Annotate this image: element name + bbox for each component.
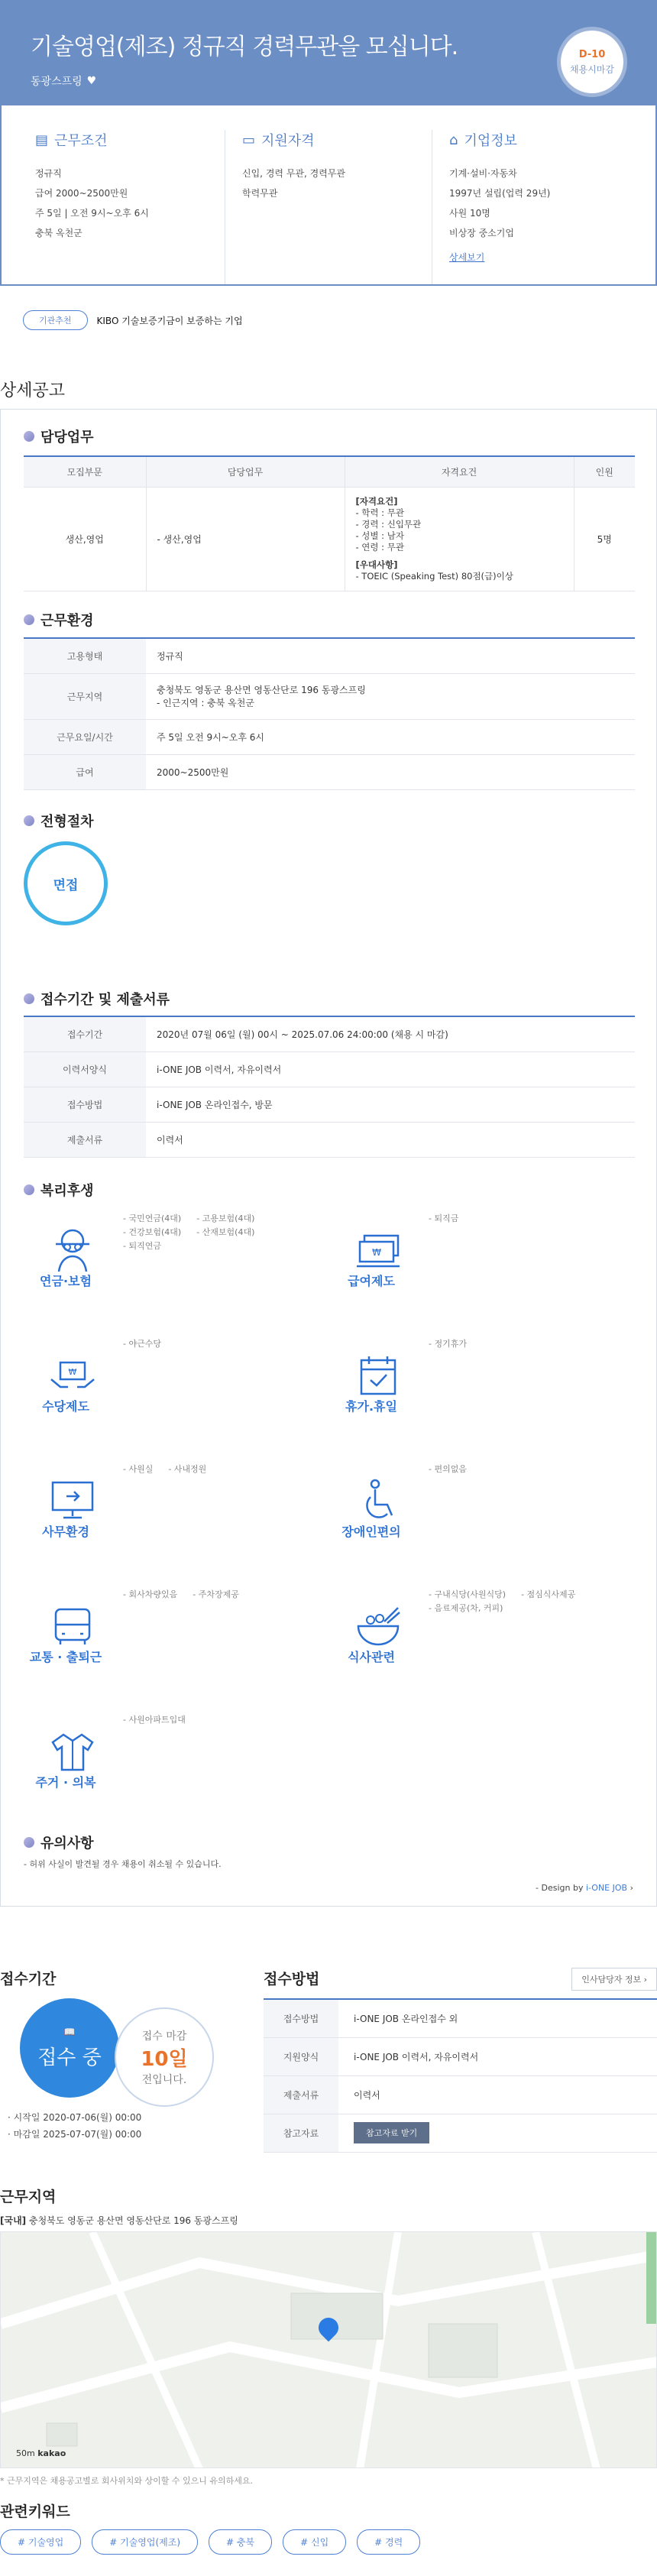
company-info — [432, 130, 639, 284]
heart-icon[interactable]: ♥ — [86, 75, 97, 87]
duty-requirements — [345, 487, 574, 591]
welfare-vacation — [329, 1337, 635, 1463]
welfare-title: 복리후생 — [40, 1183, 94, 1199]
keyword-tag[interactable]: # 기술영업 — [0, 2529, 81, 2555]
duty-heading — [24, 426, 94, 446]
table-row — [24, 487, 635, 591]
welfare-salary — [329, 1212, 635, 1337]
building-icon: ⌂ — [449, 131, 458, 148]
welfare-item: - 퇴직연금 — [123, 1241, 161, 1251]
corp-type: 비상장 중소기업 — [449, 228, 514, 238]
table-row — [24, 638, 635, 673]
method-key: 접수방법 — [264, 1999, 338, 2037]
col-header-task: 담당업무 — [146, 456, 345, 487]
process-step: 면접 — [24, 841, 108, 925]
col-header-field: 모집부문 — [24, 456, 146, 487]
req-item: - 경력 : 신입무관 — [355, 518, 422, 530]
map-scale — [16, 2448, 66, 2458]
book-icon: 📖 — [63, 2026, 76, 2037]
welfare-label: 교통 · 출퇴근 — [29, 1650, 102, 1664]
notice-text: - 허위 사실이 발견될 경우 채용이 취소될 수 있습니다. — [24, 1859, 222, 1869]
welfare-item: - 건강보험(4대) — [123, 1227, 182, 1237]
welfare-housing — [24, 1713, 329, 1839]
location-address — [0, 2214, 238, 2227]
welfare-allowance — [24, 1337, 329, 1463]
summary-box — [0, 105, 657, 286]
welfare-item: - 고용보험(4대) — [196, 1213, 255, 1223]
hero-header — [0, 0, 657, 105]
duty-table — [24, 455, 635, 591]
keywords-list — [0, 2529, 420, 2555]
docs-value: i-ONE JOB 온라인접수, 방문 — [146, 1087, 635, 1122]
company-info-title: 기업정보 — [464, 133, 517, 149]
env-heading — [24, 610, 94, 630]
welfare-accessibility — [329, 1463, 635, 1588]
welfare-grid — [24, 1212, 635, 1839]
id-card-icon: ▭ — [242, 131, 256, 148]
welfare-item: - 산재보험(4대) — [196, 1227, 255, 1237]
table-row — [264, 2037, 657, 2075]
pref-item: - TOEIC (Speaking Test) 80점(급)이상 — [355, 570, 513, 582]
docs-value: 2020년 07월 06일 (월) 00시 ~ 2025.07.06 24:00:00 (채용 시 마감) — [146, 1016, 635, 1051]
welfare-label: 사무환경 — [42, 1525, 89, 1539]
duty-title: 담당업무 — [40, 429, 94, 446]
env-value: 2000~2500만원 — [146, 754, 635, 789]
keyword-tag[interactable]: # 신입 — [283, 2529, 346, 2555]
env-value: 충청북도 영동군 용산면 영동산단로 196 동광스프링 — [157, 685, 366, 695]
keyword-tag[interactable]: # 기술영업(제조) — [92, 2529, 198, 2555]
document-icon: ▤ — [35, 131, 49, 148]
table-row — [24, 1051, 635, 1087]
table-row — [24, 1122, 635, 1157]
keywords-title: 관련키워드 — [0, 2503, 70, 2520]
welfare-list — [123, 1588, 239, 1602]
welfare-meal — [329, 1588, 635, 1713]
welfare-list — [123, 1337, 161, 1351]
kibo-row — [23, 309, 657, 332]
welfare-item: - 사원실 — [123, 1464, 154, 1474]
method-value: i-ONE JOB 이력서, 자유이력서 — [338, 2037, 657, 2075]
welfare-label: 급여제도 — [348, 1274, 395, 1288]
svg-text:₩: ₩ — [372, 1247, 381, 1258]
docs-heading — [24, 989, 170, 1009]
corp-founded: 1997년 설립(업력 29년) — [449, 188, 551, 199]
deadline-label: 접수 마감 — [141, 2030, 187, 2043]
welfare-item: - 구내식당(사원식당) — [429, 1589, 507, 1599]
req-item: - 성별 : 남자 — [355, 530, 404, 541]
docs-value: i-ONE JOB 이력서, 자유이력서 — [146, 1051, 635, 1087]
cond-hours: 주 5일 | 오전 9시~오후 6시 — [35, 208, 149, 219]
kibo-badge: 기관추천 — [23, 310, 88, 330]
qual-education: 학력무관 — [242, 188, 278, 199]
welfare-list — [123, 1713, 186, 1727]
welfare-transport — [24, 1588, 329, 1713]
req-item: - 연령 : 무관 — [355, 541, 404, 552]
process-heading — [24, 811, 94, 831]
location-map[interactable] — [0, 2231, 657, 2468]
method-title: 접수방법 — [264, 1971, 320, 1988]
welfare-list — [123, 1463, 206, 1476]
docs-key: 이력서양식 — [24, 1051, 146, 1087]
location-tag: [국내] — [0, 2215, 27, 2226]
docs-key: 접수기간 — [24, 1016, 146, 1051]
location-note: * 근무지역은 채용공고별로 회사위치와 상이할 수 있으니 유의하세요. — [0, 2476, 253, 2486]
method-key: 참고자료 — [264, 2114, 338, 2152]
notice-title: 유의사항 — [40, 1836, 94, 1852]
apply-status: 접수 중 — [37, 2046, 102, 2069]
duty-count: 5명 — [574, 487, 635, 591]
welfare-list — [123, 1212, 254, 1253]
welfare-item: - 정기휴가 — [429, 1339, 467, 1349]
env-value: 정규직 — [146, 638, 635, 673]
env-title: 근무환경 — [40, 613, 94, 629]
cond-salary: 급여 2000~2500만원 — [35, 188, 128, 199]
keyword-tag[interactable]: # 충북 — [209, 2529, 272, 2555]
pref-title: [우대사항] — [355, 559, 398, 570]
welfare-item: - 주차장제공 — [193, 1589, 239, 1599]
env-key: 고용형태 — [24, 638, 146, 673]
method-table — [264, 1998, 657, 2153]
welfare-item: - 점심식사제공 — [521, 1589, 576, 1599]
days-left-suffix: 전입니다. — [141, 2073, 187, 2086]
method-value: 이력서 — [338, 2075, 657, 2114]
hr-info-button[interactable]: 인사담당자 정보 › — [571, 1968, 657, 1991]
svg-text:₩: ₩ — [68, 1367, 77, 1377]
design-text: - Design by — [536, 1883, 586, 1893]
docs-title: 접수기간 및 제출서류 — [40, 992, 170, 1008]
company-name: 동광스프링 — [31, 76, 83, 88]
table-row — [24, 1087, 635, 1122]
cond-type: 정규직 — [35, 168, 62, 179]
col-header-count: 인원 — [574, 456, 635, 487]
method-key: 제출서류 — [264, 2075, 338, 2114]
welfare-item: - 회사차량있음 — [123, 1589, 178, 1599]
design-credit: - Design by i-ONE JOB › — [536, 1883, 633, 1893]
welfare-list — [429, 1463, 467, 1476]
days-left: 10일 — [141, 2047, 188, 2071]
docs-table — [24, 1016, 635, 1158]
env-value: 주 5일 오전 9시~오후 6시 — [146, 719, 635, 754]
kibo-text: KIBO 기술보증기금이 보증하는 기업 — [96, 315, 243, 326]
table-row — [24, 673, 635, 719]
corp-industry: 기계·설비·자동차 — [449, 168, 517, 179]
docs-key: 접수방법 — [24, 1087, 146, 1122]
apply-deadline-circle — [115, 2007, 214, 2107]
process-title: 전형절차 — [40, 814, 94, 830]
map-brand: kakao — [37, 2448, 66, 2458]
welfare-list — [429, 1337, 467, 1351]
req-item: - 학력 : 무관 — [355, 507, 404, 518]
welfare-list — [429, 1588, 575, 1615]
location-addr: 충청북도 영동군 용산면 영동산단로 196 동광스프링 — [28, 2215, 238, 2226]
docs-key: 제출서류 — [24, 1122, 146, 1157]
cond-location: 충북 옥천군 — [35, 228, 83, 238]
qualifications — [225, 130, 432, 284]
method-value: i-ONE JOB 온라인접수 외 — [338, 1999, 657, 2037]
bullet-icon — [24, 431, 34, 442]
welfare-label: 휴가.휴일 — [345, 1399, 397, 1414]
location-header — [0, 2186, 238, 2227]
welfare-label: 연금·보험 — [40, 1274, 92, 1288]
bullet-icon — [24, 815, 34, 826]
bullet-icon — [24, 993, 34, 1004]
welfare-heading — [24, 1180, 94, 1200]
reference-download-button[interactable]: 참고자료 받기 — [354, 2122, 429, 2143]
method-header — [264, 1968, 657, 1988]
company-detail-link[interactable]: 상세보기 — [449, 252, 485, 263]
env-table — [24, 637, 635, 790]
env-key: 급여 — [24, 754, 146, 789]
env-key: 근무지역 — [24, 673, 146, 719]
table-row — [264, 1999, 657, 2037]
duty-task: - 생산,영업 — [146, 487, 345, 591]
welfare-item: - 퇴직금 — [429, 1213, 459, 1223]
welfare-item: - 사내정원 — [168, 1464, 207, 1474]
table-row — [264, 2114, 657, 2152]
detail-box — [0, 409, 657, 1907]
hr-info-label: 인사담당자 정보 — [581, 1975, 642, 1985]
scale-text: 50m — [16, 2448, 35, 2458]
table-row — [264, 2075, 657, 2114]
table-row — [24, 1016, 635, 1051]
welfare-item: - 국민연금(4대) — [123, 1213, 182, 1223]
table-row — [24, 719, 635, 754]
docs-value: 이력서 — [146, 1122, 635, 1157]
bullet-icon — [24, 614, 34, 625]
method-key: 지원양식 — [264, 2037, 338, 2075]
company-link[interactable] — [31, 73, 626, 89]
welfare-label: 수당제도 — [42, 1399, 89, 1414]
table-row — [24, 754, 635, 789]
env-key: 근무요일/시간 — [24, 719, 146, 754]
welfare-label: 장애인편의 — [341, 1525, 401, 1539]
duty-field: 생산,영업 — [24, 487, 146, 591]
notice-heading — [24, 1832, 94, 1852]
location-title: 근무지역 — [0, 2189, 57, 2205]
qualifications-title: 지원자격 — [261, 133, 315, 149]
welfare-item: - 사원아파트입대 — [123, 1715, 186, 1725]
bullet-icon — [24, 1837, 34, 1848]
qual-career: 신입, 경력 무관, 경력무관 — [242, 168, 345, 179]
apply-status-circle — [20, 1998, 119, 2098]
dday-text: 채용시마감 — [570, 63, 614, 75]
welfare-label: 식사관련 — [348, 1650, 395, 1664]
end-date: · 마감일 2025-07-07(월) 00:00 — [8, 2129, 142, 2140]
dday-badge — [561, 31, 623, 93]
detail-section-title: 상세공고 — [0, 381, 66, 400]
welfare-list — [429, 1212, 458, 1226]
welfare-item: - 음료제공(차, 커피) — [429, 1603, 503, 1613]
corp-employees: 사원 10명 — [449, 208, 490, 219]
job-title: 기술영업(제조) 정규직 경력무관을 모십니다. — [31, 34, 458, 60]
apply-title: 접수기간 — [0, 1971, 57, 1988]
work-conditions — [18, 130, 225, 284]
req-title: [자격요건] — [355, 495, 398, 507]
welfare-label: 주거 · 의복 — [35, 1775, 96, 1790]
welfare-item: - 야근수당 — [123, 1339, 161, 1349]
work-conditions-title: 근무조건 — [54, 133, 108, 149]
bullet-icon — [24, 1184, 34, 1195]
welfare-item: - 편의없음 — [429, 1464, 467, 1474]
dday-count: D-10 — [578, 48, 606, 60]
col-header-requirements: 자격요건 — [345, 456, 574, 487]
apply-dates — [8, 2109, 141, 2143]
design-brand[interactable]: i-ONE JOB — [585, 1883, 628, 1893]
welfare-office — [24, 1463, 329, 1588]
apply-section — [0, 1968, 657, 2140]
env-value-sub: - 인근지역 : 충북 옥천군 — [157, 698, 254, 708]
welfare-pension — [24, 1212, 329, 1337]
keyword-tag[interactable]: # 경력 — [357, 2529, 420, 2555]
start-date: · 시작일 2020-07-06(월) 00:00 — [8, 2112, 142, 2123]
